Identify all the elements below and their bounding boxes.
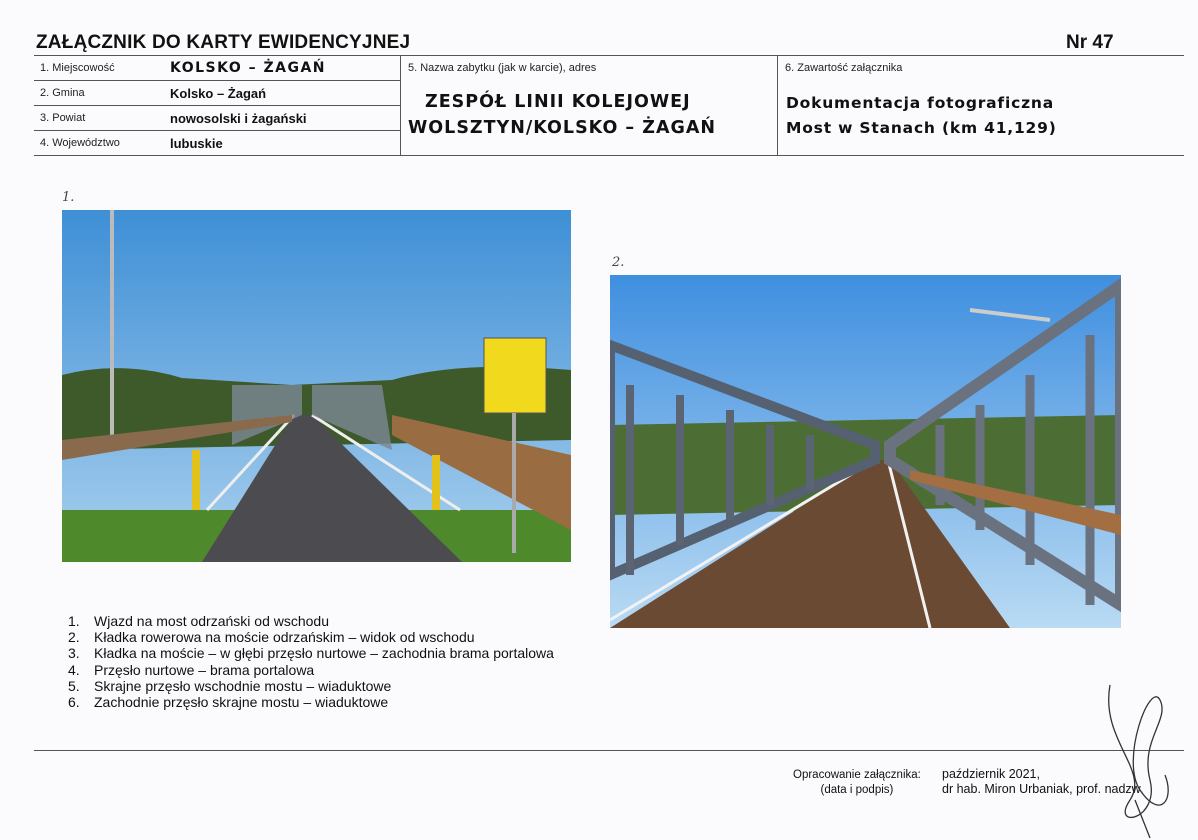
footer-author-name: dr hab. Miron Urbaniak, prof. nadzw.	[942, 782, 1144, 796]
field-label-county: 3. Powiat	[40, 112, 86, 124]
field-label-voivodeship: 4. Województwo	[40, 137, 120, 149]
footer-label-line2: (data i podpis)	[820, 784, 894, 796]
caption-text: Zachodnie przęsło skrajne mostu – wiaduktowe	[94, 694, 389, 711]
signature	[1090, 680, 1180, 840]
divider	[34, 130, 400, 131]
contents-line1: Dokumentacja fotograficzna	[786, 94, 1054, 112]
caption-text: Wjazd na most odrzański od wschodu	[94, 613, 329, 629]
caption-item	[68, 662, 554, 678]
caption-item	[68, 629, 554, 645]
footer-label-line1: Opracowanie załącznika:	[793, 769, 921, 781]
footer-date: październik 2021,	[942, 767, 1040, 781]
caption-text: Kładka na moście – w głębi przęsło nurtowe – zachodnia brama portalowa	[94, 645, 554, 662]
caption-number: 5.	[68, 677, 80, 694]
monument-name-line2: WOLSZTYN/KOLSKO – ŻAGAŃ	[408, 118, 717, 138]
divider	[34, 155, 1184, 156]
caption-item	[68, 694, 554, 710]
field-value-commune: Kolsko – Żagań	[170, 86, 267, 101]
caption-item	[68, 678, 554, 694]
photo-bridge-deck	[610, 275, 1121, 628]
monument-label: 5. Nazwa zabytku (jak w karcie), adres	[408, 62, 597, 74]
contents-label: 6. Zawartość załącznika	[785, 62, 903, 74]
footer-label	[793, 768, 921, 798]
divider	[34, 105, 400, 106]
document-number: Nr 47	[1066, 32, 1114, 53]
photo-number-1: 1.	[62, 190, 75, 205]
divider	[777, 55, 778, 155]
caption-list	[68, 613, 554, 710]
field-label-locality: 1. Miejscowość	[40, 62, 115, 74]
contents-line2: Most w Stanach (km 41,129)	[786, 119, 1057, 137]
divider	[400, 55, 401, 155]
caption-text: Skrajne przęsło wschodnie mostu – wiaduktowe	[94, 677, 392, 694]
monument-name-line1: ZESPÓŁ LINII KOLEJOWEJ	[425, 92, 691, 112]
caption-number: 3.	[68, 645, 80, 662]
divider	[34, 80, 400, 81]
field-value-voivodeship: lubuskie	[170, 136, 223, 151]
document-title: ZAŁĄCZNIK DO KARTY EWIDENCYJNEJ	[36, 32, 411, 53]
field-value-locality: KOLSKO – ŻAGAŃ	[170, 60, 327, 76]
caption-item	[68, 645, 554, 661]
caption-number: 1.	[68, 613, 80, 629]
field-label-commune: 2. Gmina	[40, 87, 85, 99]
photo-bridge-entrance	[62, 210, 571, 562]
caption-text: Przęsło nurtowe – brama portalowa	[94, 661, 315, 678]
caption-number: 6.	[68, 694, 80, 711]
divider	[34, 55, 1184, 56]
photo-number-2: 2.	[612, 255, 625, 270]
field-value-county: nowosolski i żagański	[170, 111, 307, 126]
caption-number: 2.	[68, 629, 80, 646]
caption-item	[68, 613, 554, 629]
footer-divider	[34, 750, 1184, 751]
caption-text: Kładka rowerowa na moście odrzańskim – widok od wschodu	[94, 629, 475, 646]
caption-number: 4.	[68, 661, 80, 678]
